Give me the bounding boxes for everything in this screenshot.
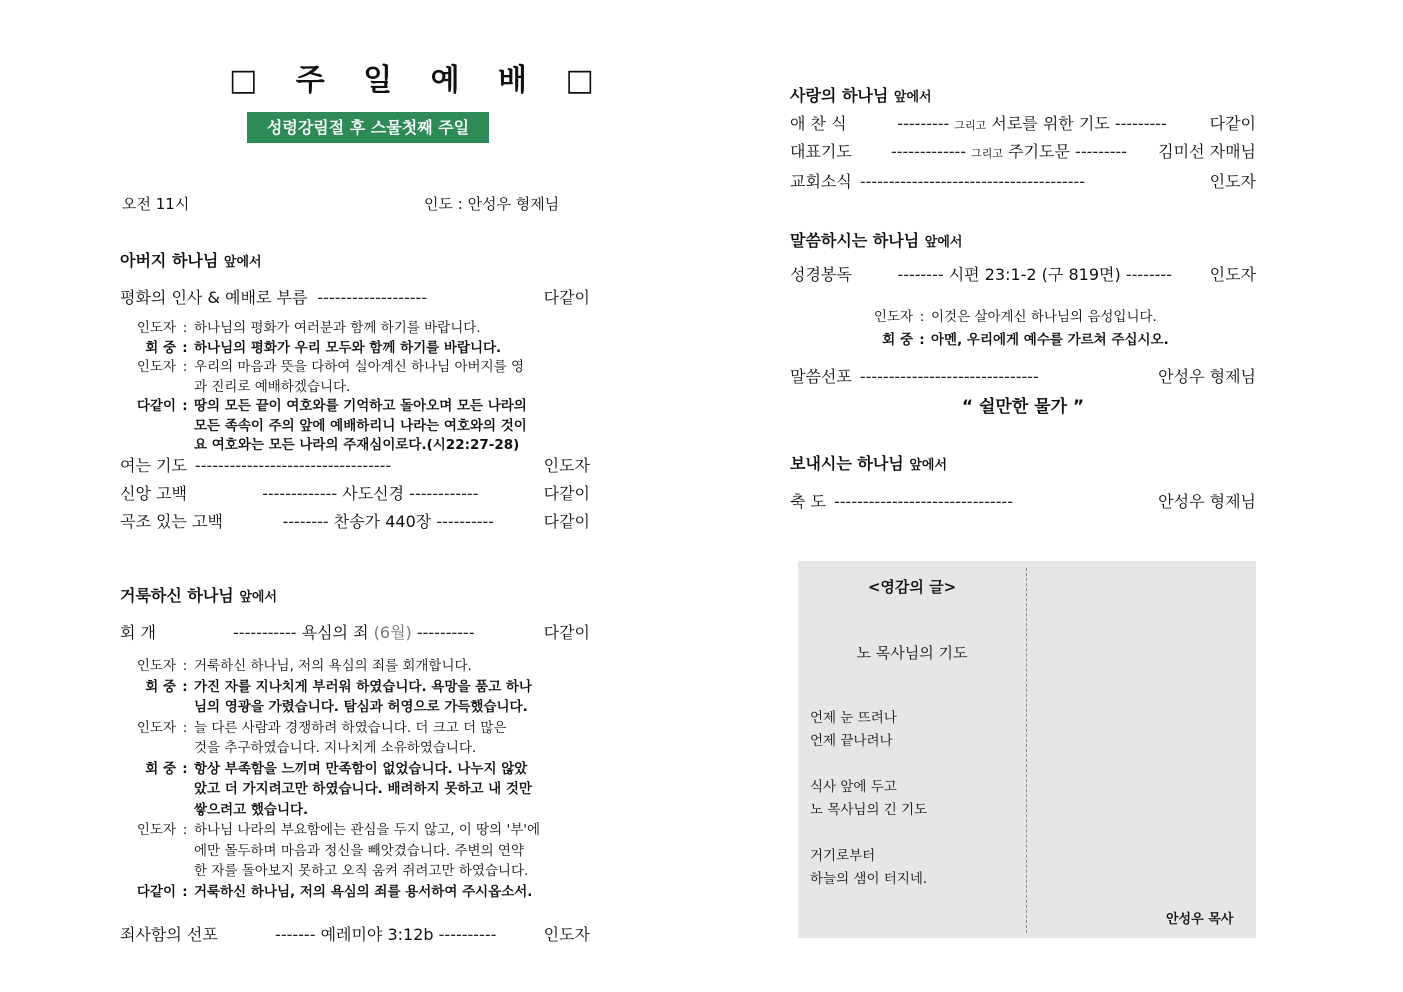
- reading-text: 항상 부족함을 느끼며 만족함이 없었습니다. 나누지 않았: [194, 760, 528, 777]
- reading-line: 인도자:하나님의 평화가 여러분과 함께 하기를 바랍니다.: [120, 316, 481, 336]
- order-item-representative-prayer: 대표기도 ------------- 그리고 주기도문 --------- 김미선 자매님: [790, 142, 1256, 161]
- reading-line: 다같이:땅의 모든 끝이 여호와를 기억하고 돌아오며 모든 나라의: [120, 394, 527, 414]
- reading-line: [120, 433, 519, 453]
- order-item-hymn: 곡조 있는 고백 -------- 찬송가 440장 ---------- 다같이: [120, 512, 590, 531]
- reading-text: 하나님의 평화가 여러분과 함께 하기를 바랍니다.: [194, 320, 481, 336]
- reading-text: 늘 다른 사람과 경쟁하려 하였습니다. 더 크고 더 많은: [194, 719, 507, 736]
- poem-line: 언제 끝나려나: [810, 733, 893, 749]
- reading-line: [120, 414, 527, 434]
- poem-line: 노 목사님의 긴 기도: [810, 802, 928, 818]
- reading-text: 것을 추구하였습니다. 지나치게 소유하였습니다.: [194, 740, 477, 756]
- reading-line: [120, 839, 524, 859]
- section-heading-love: [790, 83, 932, 106]
- reading-text: 쌓으려고 했습니다.: [194, 801, 309, 818]
- poem-line: 하늘의 샘이 터지네.: [810, 871, 928, 887]
- section-heading-sending: [790, 451, 947, 474]
- order-item-repentance: 회 개 ----------- 욕심의 죄 (6월) ---------- 다같이: [120, 623, 590, 642]
- reading-speaker: 회 중: [145, 678, 176, 695]
- order-item-greeting: 평화의 인사 & 예배로 부름 ------------------- 다같이: [120, 288, 590, 307]
- reading-line: [120, 859, 528, 879]
- reading-text: 았고 더 가지려고만 하였습니다. 배려하지 못하고 내 것만: [194, 781, 532, 797]
- reading-speaker: 인도자: [136, 359, 176, 375]
- sermon-title: “ 쉴만한 물가 ”: [961, 397, 1085, 417]
- reading-text: 님의 영광을 가렸습니다. 탐심과 허영으로 가득했습니다.: [194, 699, 528, 715]
- reading-speaker: 다같이: [136, 398, 176, 414]
- reading-line: 다같이:거룩하신 하나님, 저의 욕심의 죄를 용서하여 주시옵소서.: [120, 880, 532, 900]
- reading-speaker: 인도자: [136, 719, 176, 736]
- reading-speaker: 회 중: [145, 760, 176, 777]
- section-suffix: 앞에서: [223, 255, 262, 270]
- poem-line: 식사 앞에 두고: [810, 779, 897, 795]
- responsive-reading-1: [120, 316, 590, 456]
- reading-text: 요 여호와는 모든 나라의 주재심이로다.(시22:27-28): [194, 437, 520, 453]
- poem-line: 언제 눈 뜨려나: [810, 710, 897, 726]
- reading-line: 인도자:하나님 나라의 부요함에는 관심을 두지 않고, 이 땅의 '부'에: [120, 818, 540, 838]
- responsive-reading-3: [795, 305, 1255, 351]
- section-suffix: 앞에서: [909, 458, 948, 473]
- poem-title: 노 목사님의 기도: [856, 644, 968, 662]
- section-title: 사랑의 하나님: [790, 86, 889, 105]
- reading-line: 인도자:늘 다른 사람과 경쟁하려 하였습니다. 더 크고 더 많은: [120, 716, 506, 736]
- reading-text: 거룩하신 하나님, 저의 욕심의 죄를 용서하여 주시옵소서.: [194, 883, 533, 900]
- responsive-reading-2: [120, 654, 590, 904]
- reading-text: 하나님의 평화가 우리 모두와 함께 하기를 바랍니다.: [194, 339, 502, 356]
- poem-author: 안성우 목사: [1166, 912, 1234, 927]
- order-item-sermon: 말씀선포 ------------------------------- 안성우 형제님: [790, 367, 1256, 386]
- reading-speaker: 인도자: [136, 822, 176, 838]
- reading-speaker: 인도자: [873, 309, 913, 325]
- reading-speaker: 회 중: [145, 339, 176, 356]
- section-suffix: 앞에서: [924, 235, 963, 250]
- reading-text: 가진 자를 지나치게 부러워 하였습니다. 욕망을 품고 하나: [194, 678, 532, 695]
- reading-line: [120, 736, 476, 756]
- reading-line: [120, 798, 308, 818]
- reading-speaker: 인도자: [136, 658, 176, 674]
- reading-line: 인도자:거룩하신 하나님, 저의 욕심의 죄를 회개합니다.: [120, 654, 472, 674]
- poem-line: [810, 822, 1020, 845]
- inspiration-title: <영감의 글>: [867, 578, 957, 596]
- section-heading-holy: [120, 583, 277, 606]
- order-item-creed: 신앙 고백 ------------- 사도신경 ------------ 다같이: [120, 484, 590, 503]
- page-title: □ 주 일 예 배 □: [229, 63, 608, 98]
- section-title: 아버지 하나님: [120, 251, 219, 270]
- poem-line: [810, 753, 1020, 776]
- reading-speaker: 다같이: [136, 883, 176, 900]
- reading-text: 거룩하신 하나님, 저의 욕심의 죄를 회개합니다.: [194, 658, 472, 674]
- section-heading-father: [120, 248, 262, 271]
- poem-body: [810, 707, 1020, 891]
- order-item-announcements: 교회소식 --------------------------------------- 인도자: [790, 172, 1256, 191]
- reading-line: 회 중:항상 부족함을 느끼며 만족함이 없었습니다. 나누지 않았: [120, 757, 527, 777]
- reading-text: 우리의 마음과 뜻을 다하여 실아계신 하나님 아버지를 영: [194, 359, 524, 375]
- section-title: 보내시는 하나님: [790, 454, 904, 473]
- order-item-benediction: 축 도 ------------------------------- 안성우 형제님: [790, 492, 1256, 511]
- reading-text: 땅의 모든 끝이 여호와를 기억하고 돌아오며 모든 나라의: [194, 398, 527, 414]
- reading-text: 에만 몰두하며 마음과 정신을 빼앗겼습니다. 주변의 연약: [194, 842, 524, 859]
- reading-text: 하나님 나라의 부요함에는 관심을 두지 않고, 이 땅의 '부'에: [194, 822, 540, 838]
- reading-speaker: 회 중: [882, 332, 913, 348]
- reading-text: 과 진리로 예배하겠습니다.: [194, 378, 351, 395]
- reading-speaker: 인도자: [136, 320, 176, 336]
- subtitle-badge: 성령강림절 후 스물첫째 주일: [247, 112, 489, 143]
- reading-line: [120, 777, 532, 797]
- reading-line: [120, 695, 528, 715]
- order-item-opening-prayer: 여는 기도 ---------------------------------- 인도자: [120, 456, 590, 475]
- section-title: 거룩하신 하나님: [120, 586, 234, 605]
- reading-line: 회 중:하나님의 평화가 우리 모두와 함께 하기를 바랍니다.: [120, 336, 501, 356]
- reading-text: 아멘, 우리에게 예수를 가르쳐 주십시오.: [931, 332, 1169, 348]
- section-title: 말씀하시는 하나님: [790, 231, 920, 250]
- reading-line: 회 중:아멘, 우리에게 예수를 가르쳐 주십시오.: [795, 328, 1169, 348]
- reading-line: 인도자:이것은 살아계신 하나님의 음성입니다.: [795, 305, 1157, 325]
- reading-line: 인도자:우리의 마음과 뜻을 다하여 실아계신 하나님 아버지를 영: [120, 355, 524, 375]
- service-leader: 인도 : 안성우 형제님: [424, 195, 560, 213]
- section-heading-speaking: [790, 228, 962, 251]
- reading-text: 모든 족속이 주의 앞에 예배하리니 나라는 여호와의 것이: [194, 417, 527, 434]
- order-item-scripture: 성경봉독 -------- 시편 23:1-2 (구 819면) -------- 인도자: [790, 265, 1256, 284]
- service-time: 오전 11시: [122, 195, 190, 213]
- poem-line: 거기로부터: [810, 848, 876, 864]
- order-item-absolution: 죄사함의 선포 ------- 예레미야 3:12b ---------- 인도자: [120, 925, 590, 944]
- box-divider: [1026, 568, 1027, 933]
- section-suffix: 앞에서: [239, 590, 278, 605]
- section-suffix: 앞에서: [893, 90, 932, 105]
- reading-text: 이것은 살아계신 하나님의 음성입니다.: [931, 309, 1157, 325]
- order-item-communion: 애 찬 식 --------- 그리고 서로를 위한 기도 --------- 다같이: [790, 114, 1256, 133]
- reading-line: 회 중:가진 자를 지나치게 부러워 하였습니다. 욕망을 품고 하나: [120, 675, 532, 695]
- reading-line: [120, 375, 350, 395]
- reading-text: 한 자를 돌아보지 못하고 오직 움켜 쥐려고만 하였습니다.: [194, 863, 529, 879]
